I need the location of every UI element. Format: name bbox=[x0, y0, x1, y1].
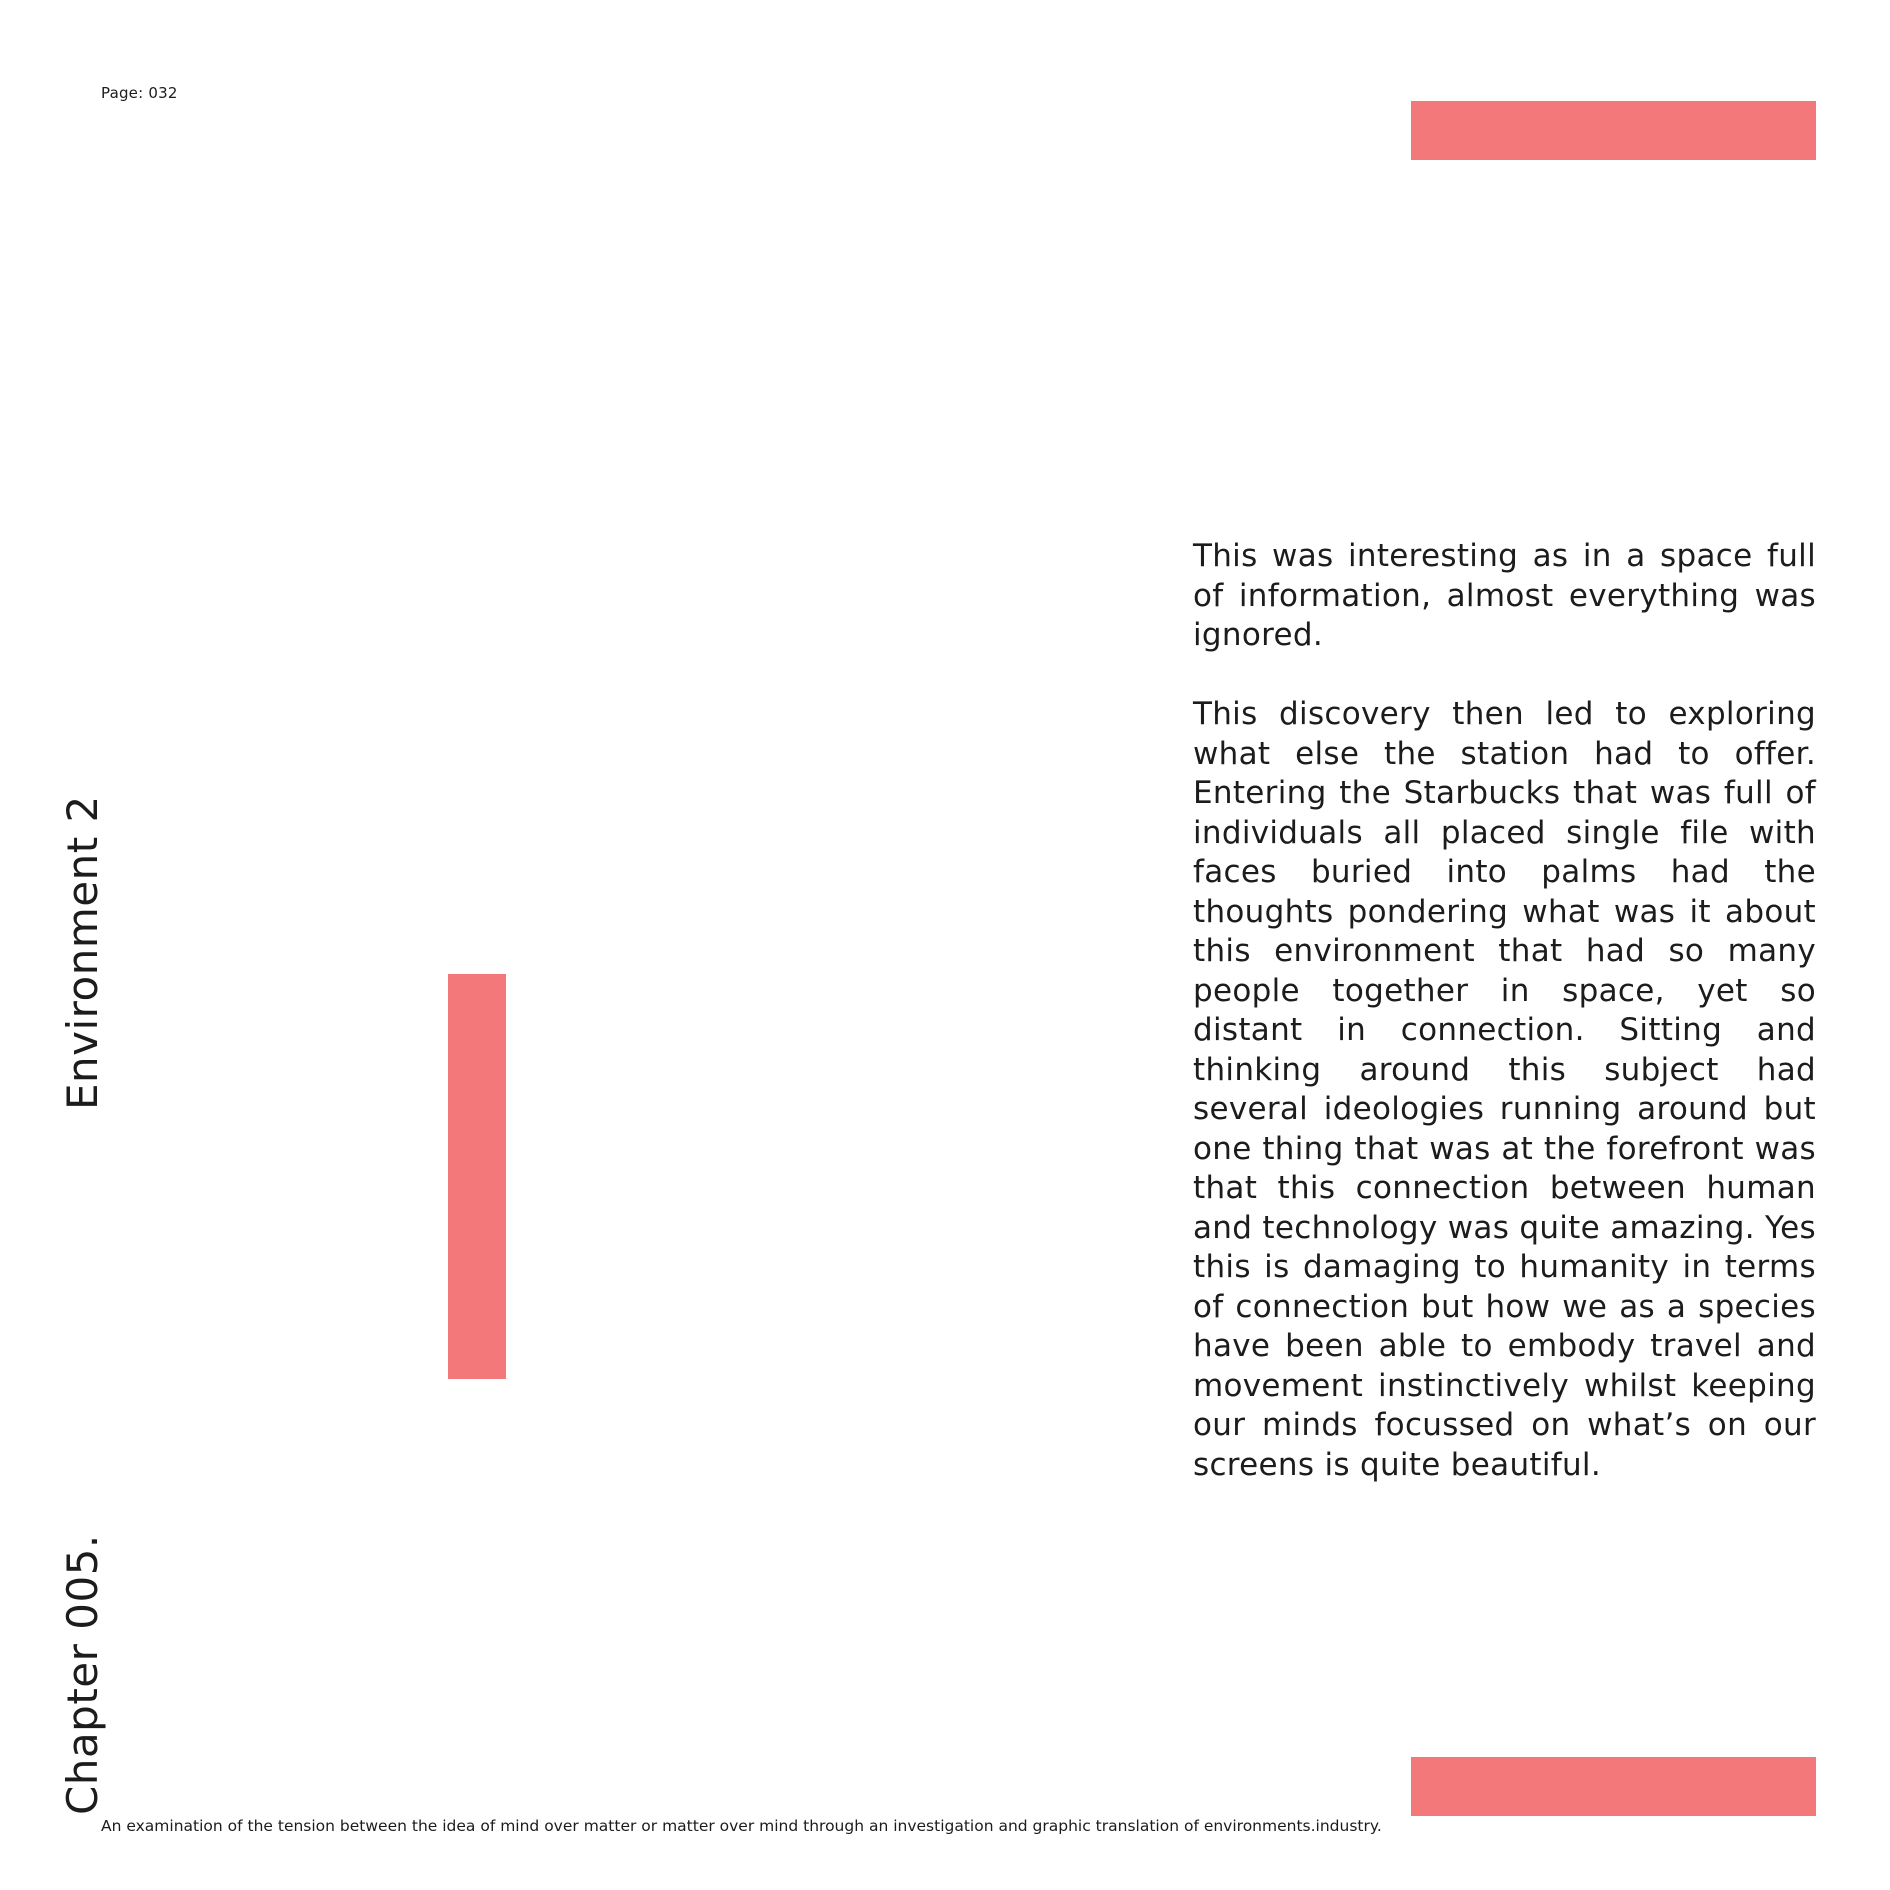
chapter-title: Chapter 005. bbox=[58, 1534, 107, 1815]
accent-bar-top bbox=[1411, 101, 1816, 160]
accent-bar-bottom bbox=[1411, 1757, 1816, 1816]
page-number: Page: 032 bbox=[101, 84, 178, 102]
body-paragraph-1: This was interesting as in a space full of information, almost everything was ignored. bbox=[1193, 538, 1816, 653]
body-text bbox=[1193, 537, 1816, 1485]
footer-caption: An examination of the tension between the idea of mind over matter or matter over mind through an investigation and graphic translation of environments.industry. bbox=[101, 1817, 1382, 1835]
accent-bar-middle bbox=[448, 974, 506, 1379]
body-paragraph-2: This discovery then led to exploring what else the station had to offer. Entering the Starbucks that was full of individuals all placed single file with faces buried into palms had the thoughts pondering what was it about this environment that had so many people together in space, yet so distant in connection. Sitting and thinking around this subject had several ideologies running around but one thing that was at the forefront was that this connection between human and technology was quite amazing. Yes this is damaging to humanity in terms of connection but how we as a species have been able to embody travel and movement instinctively whilst keeping our minds focussed on what’s on our screens is quite beautiful. bbox=[1193, 696, 1816, 1483]
section-title: Environment 2 bbox=[58, 795, 107, 1110]
